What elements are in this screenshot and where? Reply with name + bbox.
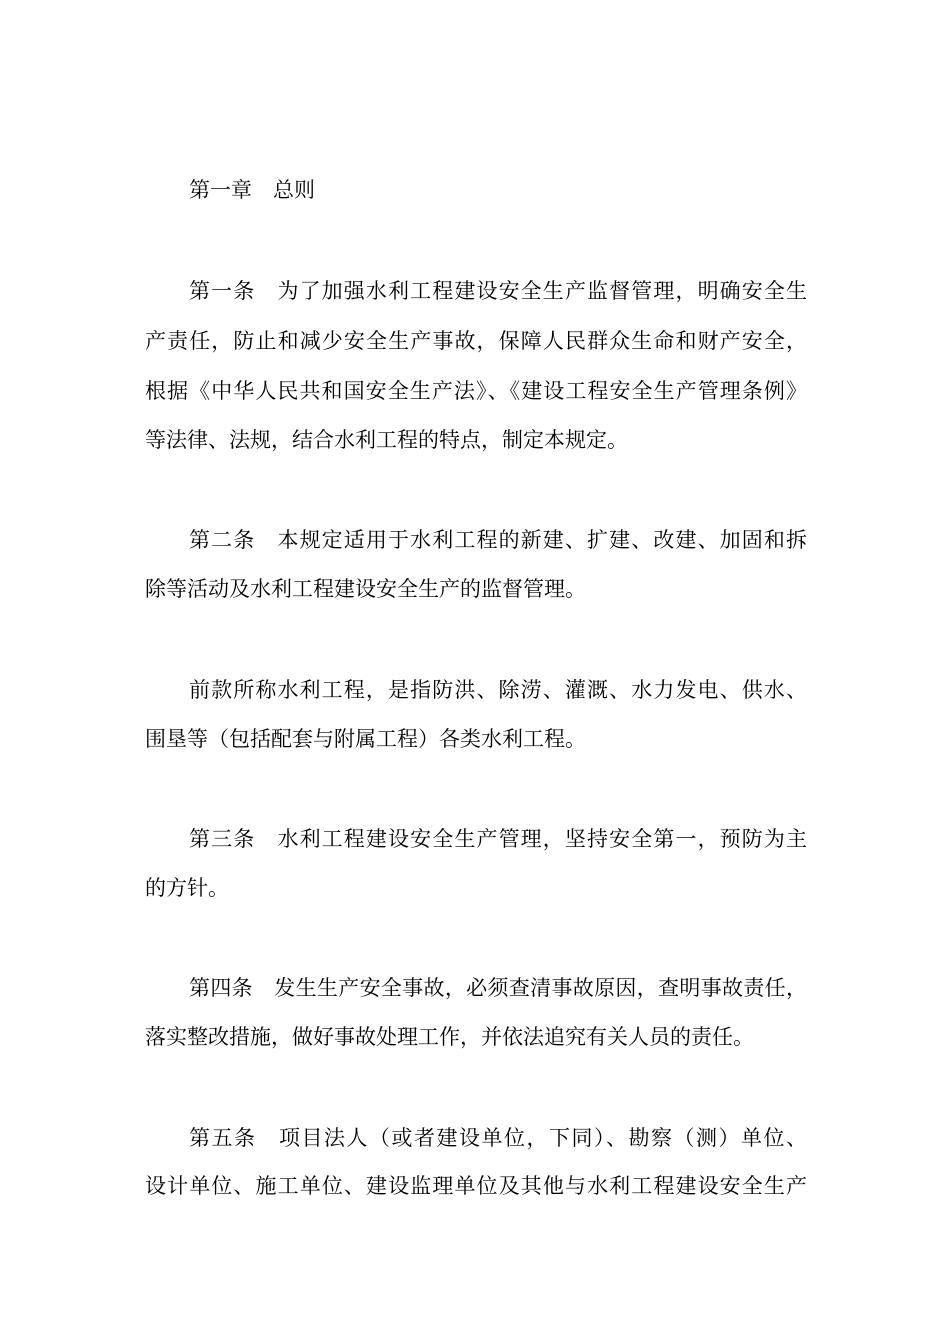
chapter-title: 总则 [273, 178, 315, 202]
article-4-text-1: 发生生产安全事故，必须查清事故原因，查明事故责任， [273, 976, 808, 1000]
chapter-label: 第一章 [189, 178, 252, 202]
article-1-line-4: 等法律、法规，结合水利工程的特点，制定本规定。 [145, 428, 628, 452]
article-2-line-2: 除等活动及水利工程建设安全生产的监督管理。 [145, 577, 586, 601]
chapter-heading [189, 177, 807, 203]
article-5-line-2: 设计单位、施工单位、建设监理单位及其他与水利工程建设安全生产 [145, 1174, 807, 1198]
article-4-line-1 [189, 975, 807, 1001]
article-3-label: 第三条 [189, 827, 256, 851]
paragraph-3-line-1: 前款所称水利工程，是指防洪、除涝、灌溉、水力发电、供水、 [189, 678, 807, 702]
article-5-label: 第五条 [189, 1126, 257, 1150]
article-1-line-2: 产责任，防止和减少安全生产事故，保障人民群众生命和财产安全， [145, 329, 807, 353]
article-4-line-2: 落实整改措施，做好事故处理工作，并依法追究有关人员的责任。 [145, 1025, 754, 1049]
article-1-line-1 [189, 278, 807, 304]
article-3-line-2: 的方针。 [145, 876, 229, 900]
article-5-line-1 [189, 1125, 807, 1151]
article-2-label: 第二条 [189, 528, 256, 552]
article-5-text-1: 项目法人（或者建设单位，下同）、勘察（测）单位、 [277, 1126, 807, 1150]
article-2-line-1 [189, 527, 807, 553]
article-4-label: 第四条 [189, 976, 253, 1000]
article-3-text-1: 水利工程建设安全生产管理，坚持安全第一，预防为主 [276, 827, 808, 851]
article-1-line-3: 根据《中华人民共和国安全生产法》、《建设工程安全生产管理条例》 [145, 379, 807, 403]
article-1-text-1: 为了加强水利工程建设安全生产监督管理，明确安全生 [276, 279, 808, 303]
paragraph-3-line-2: 围垦等（包括配套与附属工程）各类水利工程。 [145, 727, 586, 751]
article-2-text-1: 本规定适用于水利工程的新建、扩建、改建、加固和拆 [276, 528, 808, 552]
article-3-line-1 [189, 826, 807, 852]
article-1-label: 第一条 [189, 279, 256, 303]
